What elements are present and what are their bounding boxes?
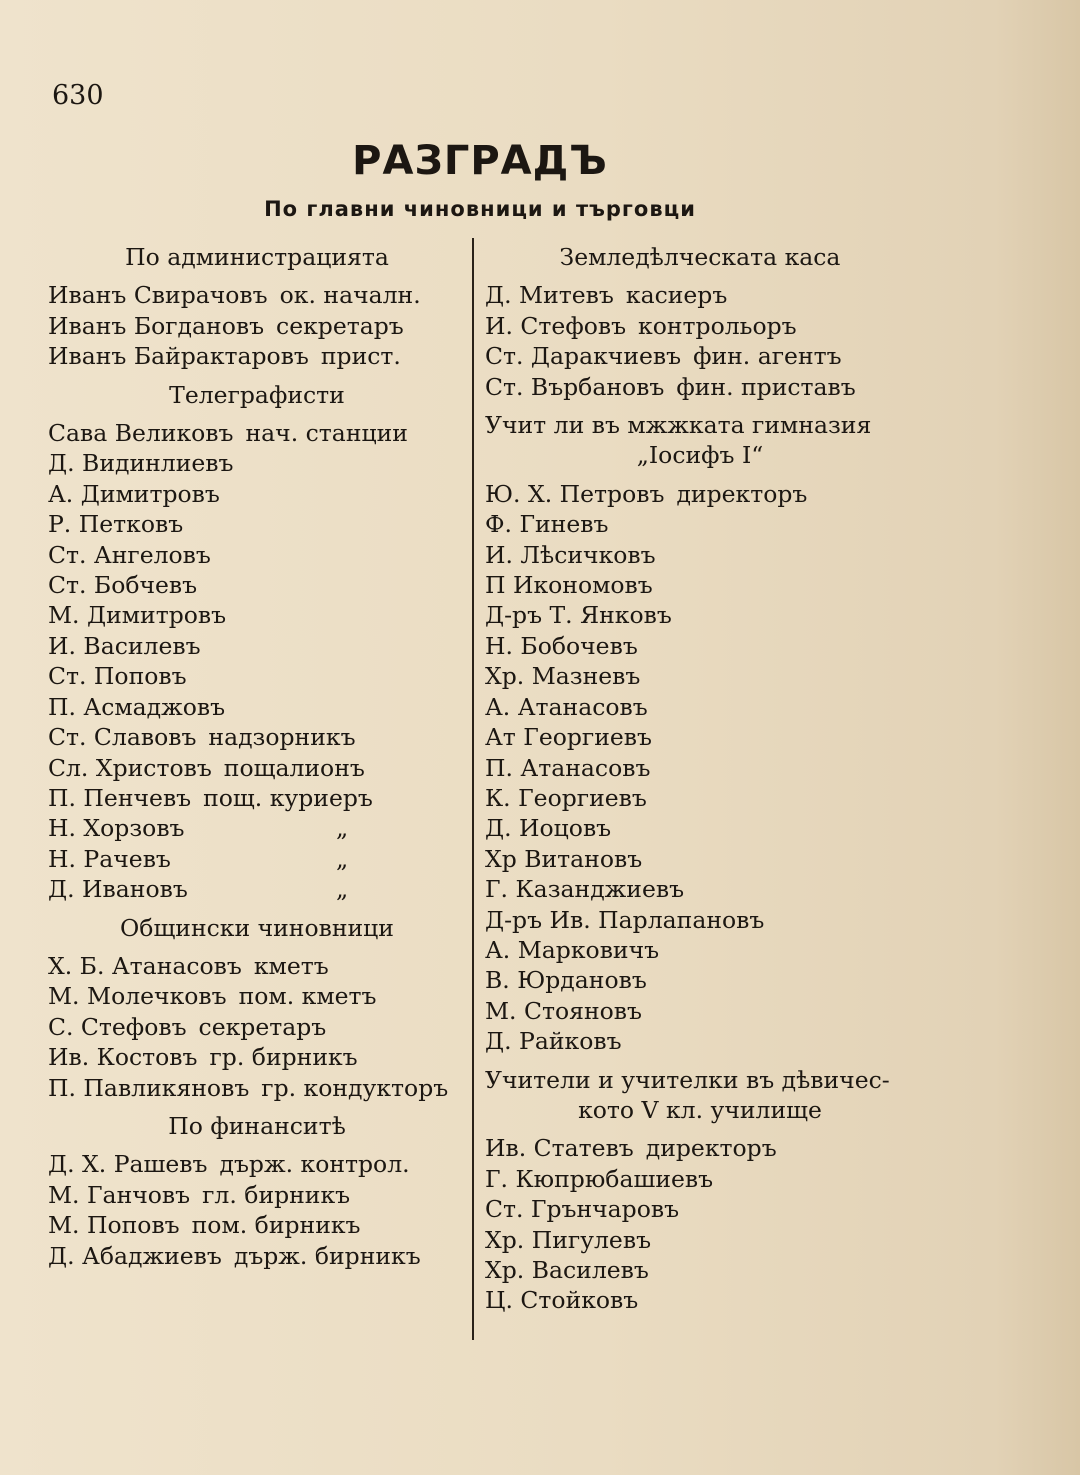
list-item <box>48 981 466 1011</box>
person-name: П. Павликяновъ <box>48 1073 250 1102</box>
section-heading <box>48 242 466 272</box>
person-name: Иванъ Свирачовъ <box>48 281 268 310</box>
list-item <box>485 570 915 600</box>
list-item <box>48 418 466 448</box>
person-name: Ив. Статевъ <box>485 1134 634 1163</box>
column-divider <box>472 238 474 1340</box>
section-heading-line2: „Іосифъ I“ <box>636 441 764 470</box>
list-item <box>485 631 915 661</box>
person-name: Ст. Върбановъ <box>485 372 665 401</box>
person-name: А. Марковичъ <box>485 935 660 964</box>
person-role: фин. агентъ <box>693 342 842 371</box>
section-heading-text: Учители и учителки въ дѣвичес- <box>485 1065 890 1094</box>
list-item <box>48 1149 466 1179</box>
list-item <box>485 1164 915 1194</box>
list-item <box>485 372 915 402</box>
person-name: Д. Митевъ <box>485 281 614 310</box>
person-role: директоръ <box>645 1134 777 1163</box>
list-item <box>48 570 466 600</box>
list-item <box>48 311 466 341</box>
list-item <box>48 813 466 843</box>
list-item <box>485 600 915 630</box>
list-item <box>48 1012 466 1042</box>
list-item <box>485 905 915 935</box>
page-subtitle: По главни чиновници и търговци <box>264 197 696 221</box>
person-role: пощалионъ <box>223 753 365 782</box>
person-name: Хр. Мазневъ <box>485 662 641 691</box>
list-item <box>485 479 915 509</box>
list-item <box>485 540 915 570</box>
person-name: Д. Ивановъ <box>48 875 188 904</box>
section-heading <box>48 1111 466 1141</box>
person-name: Х. Б. Атанасовъ <box>48 951 242 980</box>
person-name: Ив. Костовъ <box>48 1043 198 1072</box>
list-item <box>485 935 915 965</box>
list-item <box>48 874 466 904</box>
list-item <box>48 951 466 981</box>
page-number: 630 <box>52 80 104 111</box>
list-item <box>48 1180 466 1210</box>
list-item <box>485 1026 915 1056</box>
person-name: Ю. Х. Петровъ <box>485 479 665 508</box>
person-name: И. Василевъ <box>48 631 201 660</box>
person-role: държ. контрол. <box>219 1150 410 1179</box>
person-name: М. Ганчовъ <box>48 1180 191 1209</box>
person-role: гл. бирникъ <box>202 1180 351 1209</box>
person-name: Ст. Бобчевъ <box>48 571 198 600</box>
person-name: И. Лѣсичковъ <box>485 540 656 569</box>
person-name: М. Поповъ <box>48 1211 180 1240</box>
list-item <box>48 1042 466 1072</box>
person-name: Д-ръ Т. Янковъ <box>485 601 672 630</box>
person-name: М. Молечковъ <box>48 982 227 1011</box>
person-role: гр. кондукторъ <box>261 1073 449 1102</box>
list-item <box>48 722 466 752</box>
list-item <box>485 783 915 813</box>
section-heading-text: Земледѣлческата каса <box>559 243 841 271</box>
list-item <box>48 479 466 509</box>
person-name: М. Стояновъ <box>485 996 642 1025</box>
person-role: контрольоръ <box>638 311 797 340</box>
ditto-mark: „ <box>336 814 349 843</box>
list-item <box>48 1210 466 1240</box>
person-name: Ст. Даракчиевъ <box>485 342 682 371</box>
person-name: В. Юрдановъ <box>485 966 647 995</box>
section-heading-text: По финанситѣ <box>168 1111 346 1140</box>
person-name: Ст. Ангеловъ <box>48 540 211 569</box>
person-name: П. Асмаджовъ <box>48 692 226 721</box>
person-role: надзорникъ <box>208 723 356 752</box>
person-name: Д. Видинлиевъ <box>48 449 234 478</box>
person-name: Д. Х. Рашевъ <box>48 1150 208 1179</box>
person-name: Иванъ Богдановъ <box>48 311 265 340</box>
person-name: Хр. Пигулевъ <box>485 1225 652 1254</box>
person-role: ок. началн. <box>279 281 421 310</box>
person-name: Ф. Гиневъ <box>485 510 609 539</box>
list-item <box>485 311 915 341</box>
person-role: секретаръ <box>198 1012 327 1041</box>
person-name: Н. Хорзовъ <box>48 814 185 843</box>
person-role: прист. <box>320 342 401 371</box>
list-item <box>48 448 466 478</box>
person-name: Г. Казанджиевъ <box>485 875 685 904</box>
section-heading <box>48 380 466 410</box>
person-name: Д. Райковъ <box>485 1027 622 1056</box>
list-item <box>485 341 915 371</box>
list-item <box>48 1241 466 1271</box>
list-item <box>485 280 915 310</box>
list-item <box>48 783 466 813</box>
person-name: Н. Рачевъ <box>48 844 171 873</box>
list-item <box>48 600 466 630</box>
person-role: касиеръ <box>625 281 728 310</box>
list-item <box>48 753 466 783</box>
section-heading-text: Телеграфисти <box>169 380 345 409</box>
person-name: А. Димитровъ <box>48 479 220 508</box>
person-role: гр. бирникъ <box>209 1043 358 1072</box>
person-name: Р. Петковъ <box>48 510 184 539</box>
person-role: фин. приставъ <box>676 372 856 401</box>
list-item <box>48 540 466 570</box>
person-role: секретаръ <box>276 311 404 340</box>
person-name: И. Стефовъ <box>485 311 627 340</box>
list-item <box>48 661 466 691</box>
right-column <box>485 240 915 1316</box>
list-item <box>485 965 915 995</box>
list-item <box>485 1255 915 1285</box>
section-heading <box>485 242 915 272</box>
person-name: Г. Кюпрюбашиевъ <box>485 1164 714 1193</box>
section-heading-text: Учит ли въ мжжката гимназия <box>485 411 872 440</box>
person-name: Д-ръ Ив. Парлапановъ <box>485 905 765 934</box>
section-heading <box>485 410 915 471</box>
list-item <box>485 813 915 843</box>
list-item <box>485 1225 915 1255</box>
section-heading <box>485 1065 915 1126</box>
person-role: пом. бирникъ <box>191 1211 361 1240</box>
list-item <box>48 631 466 661</box>
section-heading <box>48 913 466 943</box>
person-name: П Икономовъ <box>485 571 653 600</box>
left-column <box>48 240 466 1271</box>
list-item <box>485 1133 915 1163</box>
list-item <box>485 722 915 752</box>
list-item <box>48 692 466 722</box>
list-item <box>48 280 466 310</box>
person-name: К. Георгиевъ <box>485 783 647 812</box>
person-name: А. Атанасовъ <box>485 692 648 721</box>
section-heading-line2: кото V кл. училище <box>578 1095 822 1124</box>
person-name: Хр Витановъ <box>485 844 643 873</box>
person-name: Д. Абаджиевъ <box>48 1241 222 1270</box>
list-item <box>48 1073 466 1103</box>
list-item <box>48 509 466 539</box>
person-name: Ст. Поповъ <box>48 662 187 691</box>
person-role: държ. бирникъ <box>233 1241 421 1270</box>
list-item <box>485 844 915 874</box>
ditto-mark: „ <box>336 844 349 873</box>
person-name: Н. Бобочевъ <box>485 631 638 660</box>
person-name: Ст. Славовъ <box>48 723 197 752</box>
list-item <box>485 753 915 783</box>
page-title: РАЗГРАДЪ <box>352 138 608 184</box>
person-name: Ст. Грънчаровъ <box>485 1195 680 1224</box>
person-role: нач. станции <box>245 419 408 448</box>
person-role: пом. кметъ <box>238 982 377 1011</box>
list-item <box>485 661 915 691</box>
list-item <box>485 874 915 904</box>
person-name: Хр. Василевъ <box>485 1256 649 1284</box>
person-name: Сава Великовъ <box>48 419 234 448</box>
person-name: Иванъ Байрактаровъ <box>48 342 309 371</box>
person-name: Ат Георгиевъ <box>485 723 652 752</box>
person-name: Д. Иоцовъ <box>485 814 612 843</box>
section-heading-text: Общински чиновници <box>120 913 394 942</box>
list-item <box>485 1194 915 1224</box>
person-name: С. Стефовъ <box>48 1012 187 1041</box>
list-item <box>48 844 466 874</box>
list-item <box>485 509 915 539</box>
person-name: М. Димитровъ <box>48 601 227 630</box>
person-role: директоръ <box>676 479 808 508</box>
person-name: П. Пенчевъ <box>48 783 192 812</box>
list-item <box>485 996 915 1026</box>
list-item <box>485 692 915 722</box>
person-role: пощ. куриеръ <box>203 783 373 812</box>
person-name: Сл. Христовъ <box>48 753 212 782</box>
person-name: Ц. Стойковъ <box>485 1286 639 1315</box>
list-item <box>485 1285 915 1315</box>
list-item <box>48 341 466 371</box>
person-name: П. Атанасовъ <box>485 753 651 782</box>
section-heading-text: По администрацията <box>125 243 389 271</box>
person-role: кметъ <box>253 951 329 980</box>
ditto-mark: „ <box>336 875 349 904</box>
